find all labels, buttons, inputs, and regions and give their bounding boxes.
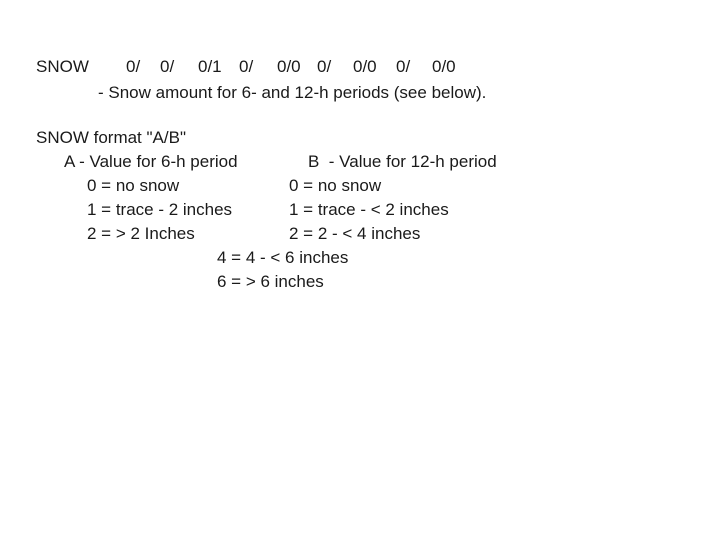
snow-value: 0/ [317,57,332,76]
column-a-item: 1 = trace - 2 inches [87,200,233,219]
snow-value: 0/0 [353,57,377,76]
column-b-item: 0 = no snow [289,176,382,195]
snow-value: 0/0 [277,57,301,76]
column-b-item: 1 = trace - < 2 inches [289,200,449,219]
snow-value: 0/ [126,57,141,76]
column-a-item: 0 = no snow [87,176,180,195]
snow-description: - Snow amount for 6- and 12-h periods (see below). [98,83,487,102]
snow-value: 0/ [239,57,254,76]
snow-value: 0/ [396,57,411,76]
column-b-item: 4 = 4 - < 6 inches [217,248,349,267]
column-b-heading: B - Value for 12-h period [308,152,497,171]
snow-value: 0/1 [198,57,222,76]
column-b-item: 6 = > 6 inches [217,272,324,291]
column-a-item: 2 = > 2 Inches [87,224,195,243]
snow-value: 0/ [160,57,175,76]
format-title: SNOW format "A/B" [36,128,186,147]
snow-label: SNOW [36,57,89,76]
column-a-heading: A - Value for 6-h period [64,152,238,171]
column-b-item: 2 = 2 - < 4 inches [289,224,421,243]
snow-value: 0/0 [432,57,456,76]
